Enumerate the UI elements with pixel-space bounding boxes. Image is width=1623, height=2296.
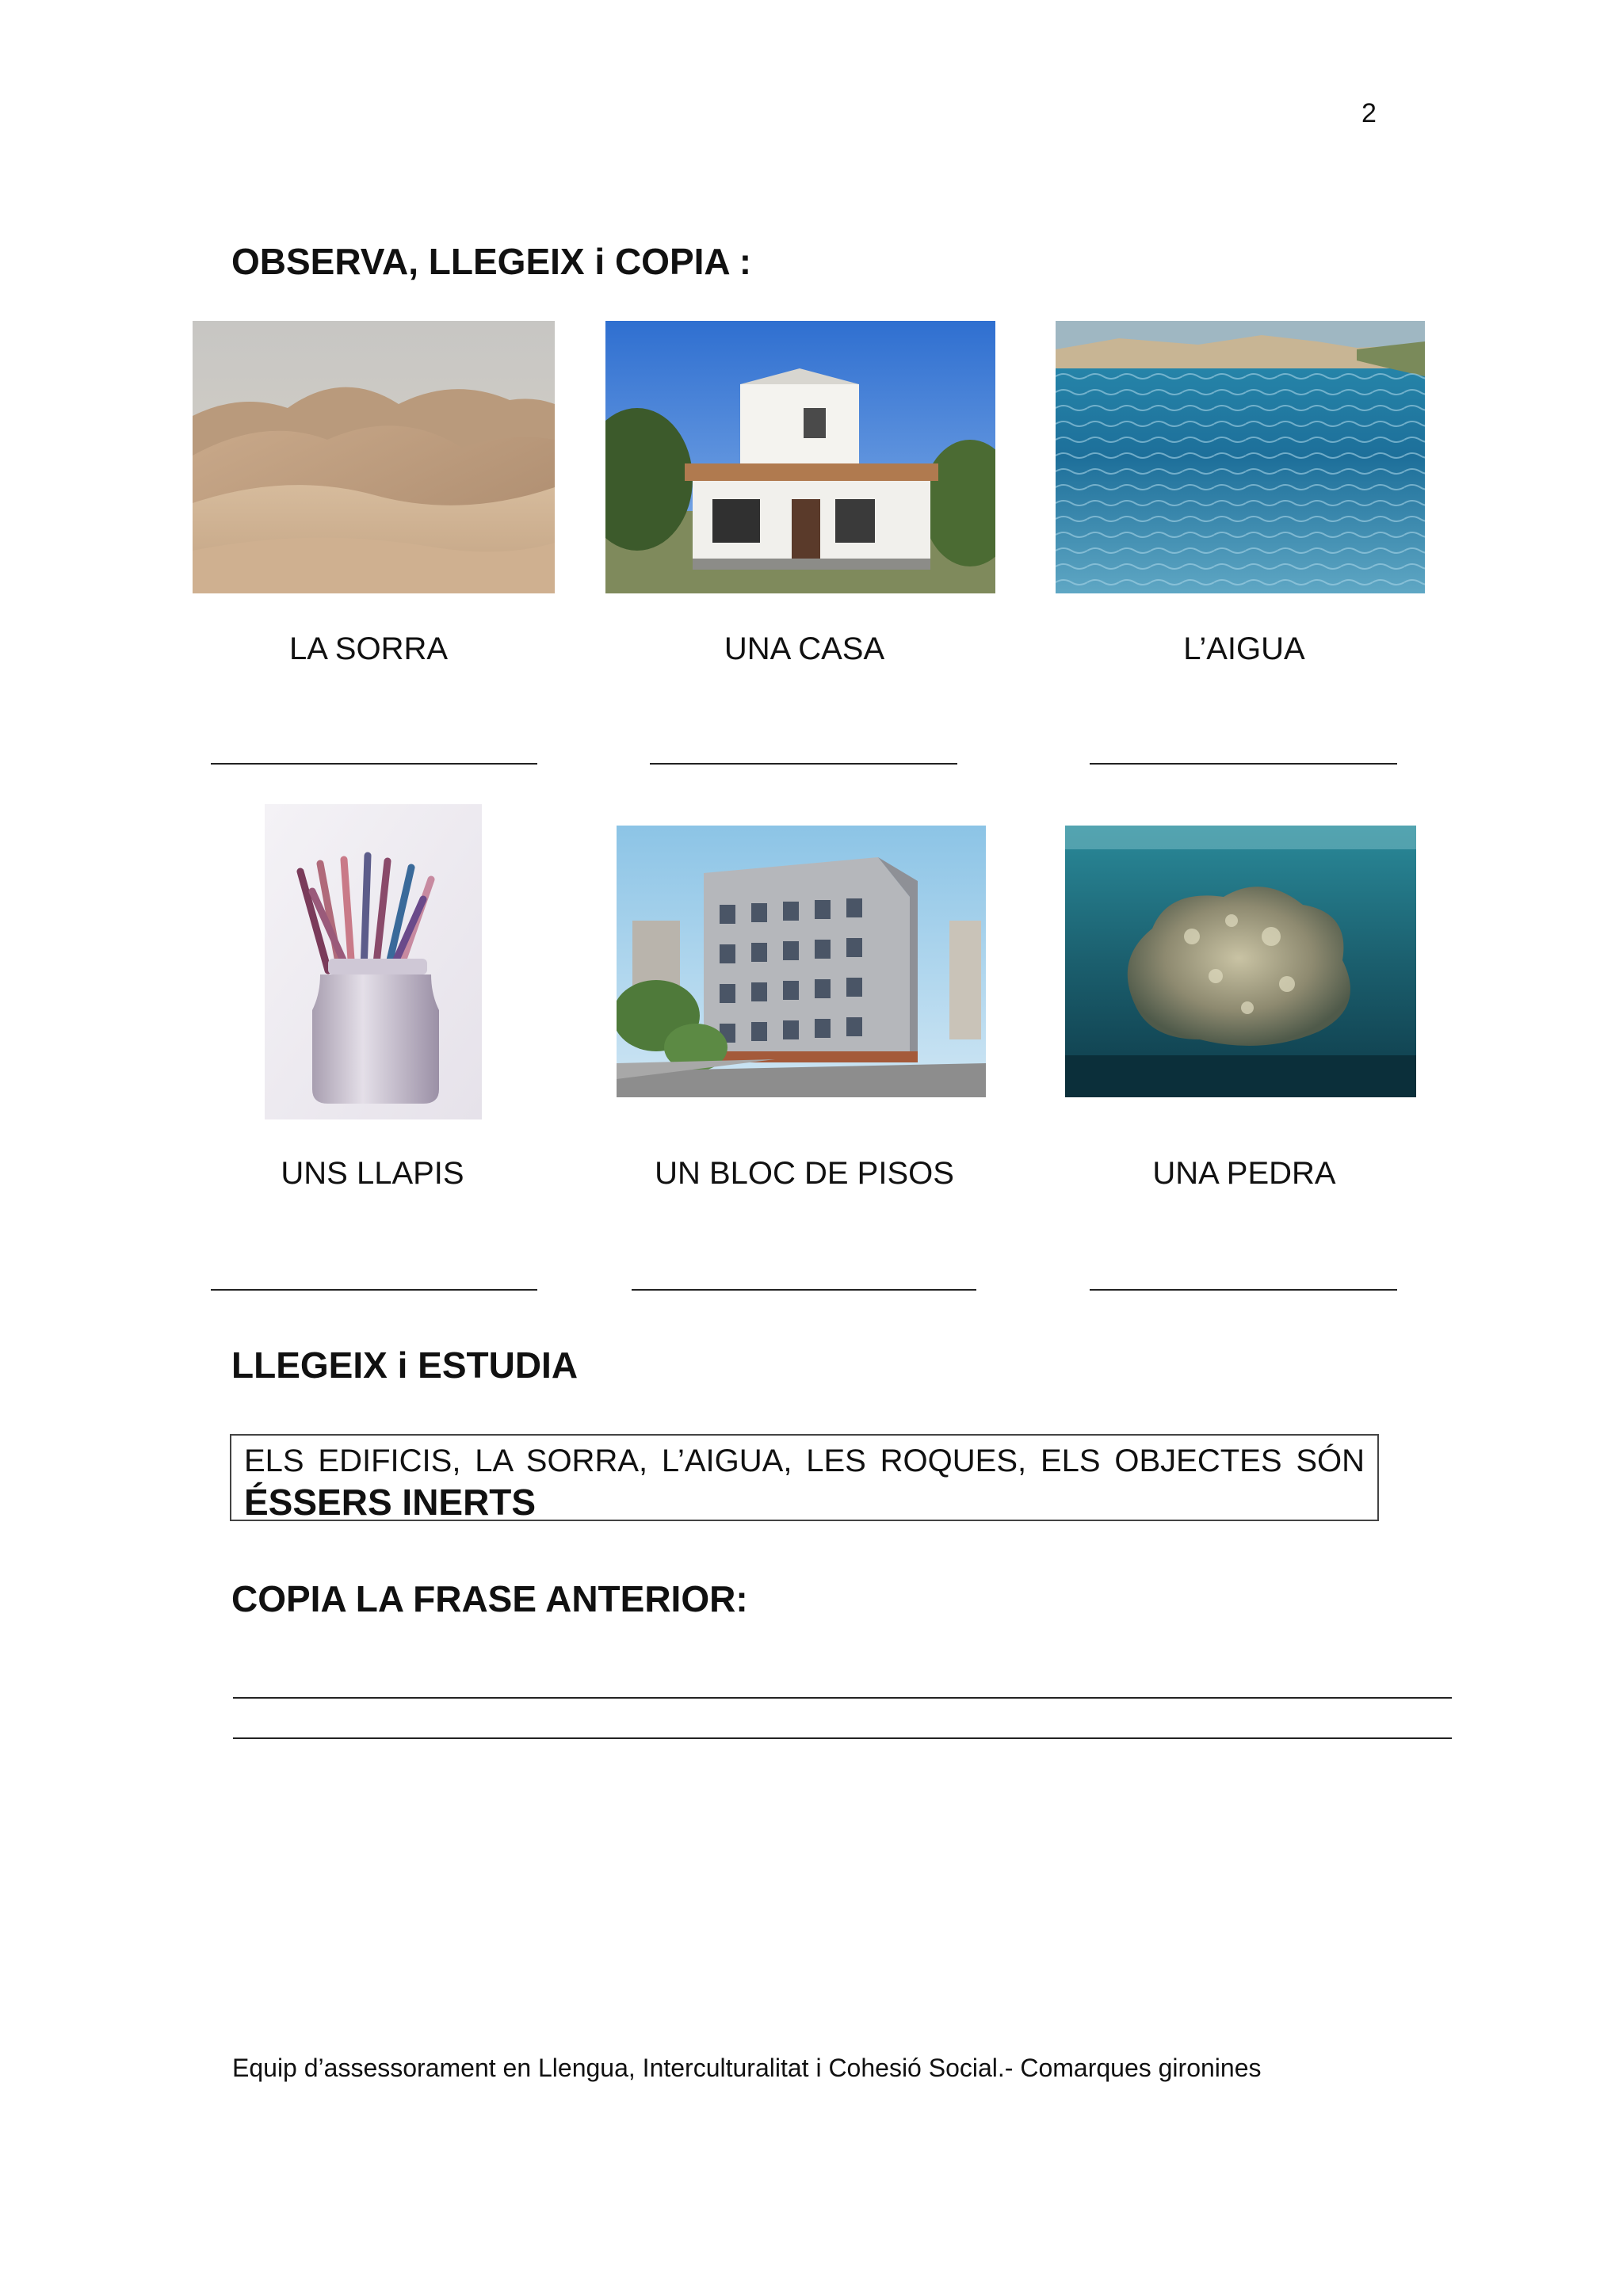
answer-line[interactable] <box>632 1289 976 1291</box>
apartment-block-photo <box>617 826 986 1097</box>
label-laigua: L’AIGUA <box>1183 631 1305 666</box>
section-title-copia: COPIA LA FRASE ANTERIOR: <box>231 1578 748 1619</box>
study-sentence-line1: ELS EDIFICIS, LA SORRA, L’AIGUA, LES ROQUES, ELS OBJECTES SÓN <box>244 1444 1365 1478</box>
answer-line[interactable] <box>211 763 537 765</box>
white-house-photo <box>605 321 995 593</box>
label-una-casa: UNA CASA <box>724 631 885 666</box>
sand-dunes-photo <box>193 321 555 593</box>
section-title-observa: OBSERVA, LLEGEIX i COPIA : <box>231 241 752 282</box>
answer-line[interactable] <box>211 1289 537 1291</box>
label-la-sorra: LA SORRA <box>288 631 449 666</box>
section-title-llegeix: LLEGEIX i ESTUDIA <box>231 1344 579 1386</box>
sea-water-photo <box>1056 321 1425 593</box>
underwater-rock-photo <box>1065 826 1416 1097</box>
copy-line[interactable] <box>233 1737 1452 1739</box>
label-un-bloc-de-pisos: UN BLOC DE PISOS <box>655 1156 954 1191</box>
pencils-in-jar-photo <box>265 804 482 1119</box>
page-number: 2 <box>1361 98 1377 128</box>
study-sentence-line2: ÉSSERS INERTS <box>244 1482 537 1523</box>
copy-line[interactable] <box>233 1697 1452 1699</box>
answer-line[interactable] <box>1090 1289 1397 1291</box>
label-uns-llapis: UNS LLAPIS <box>281 1156 464 1191</box>
answer-line[interactable] <box>650 763 957 765</box>
footer-text: Equip d’assessorament en Llengua, Interculturalitat i Cohesió Social.- Comarques gironines <box>232 2054 1262 2082</box>
answer-line[interactable] <box>1090 763 1397 765</box>
label-una-pedra: UNA PEDRA <box>1152 1156 1336 1191</box>
study-sentence-box <box>230 1434 1379 1521</box>
